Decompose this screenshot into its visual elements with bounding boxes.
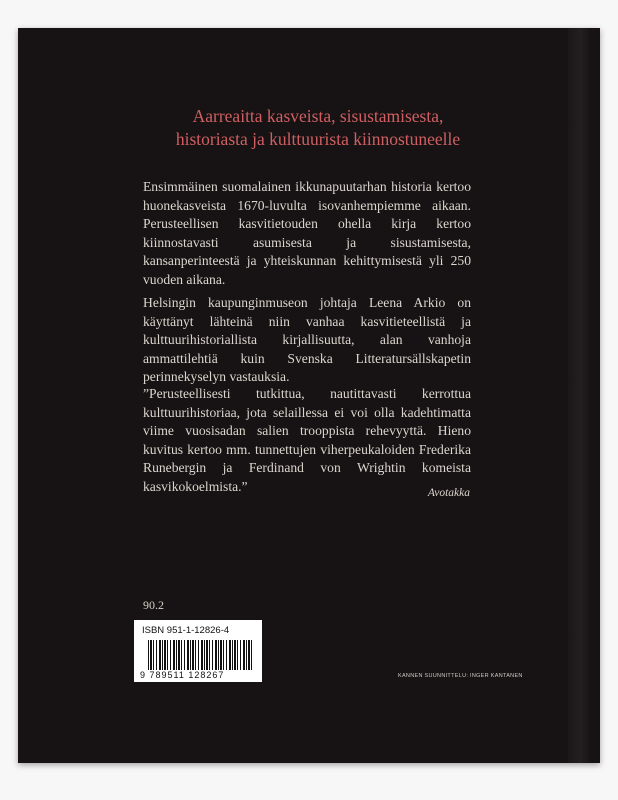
- blurb-paragraph-2: Helsingin kaupunginmuseon johtaja Leena Arkio on käyttänyt lähteinä niin vanhaa kasvitieteellistä ja kulttuurihistoriallista kirjallisuutta, alan vanhoja ammattilehtiä kuin Svenska Litteratursällskapetin perinnekyselyn vastauksia.: [143, 295, 471, 384]
- cover-design-credit: KANNEN SUUNNITTELU: INGER KANTANEN: [398, 673, 523, 679]
- isbn-text: ISBN 951-1-12826-4: [142, 625, 230, 636]
- headline-line-1: Aarreaitta kasveista, sisustamisesta,: [192, 106, 444, 126]
- headline-line-2: historiasta ja kulttuurista kiinnostuneelle: [175, 129, 461, 149]
- review-quote: ”Perusteellisesti tutkittua, nautittavasti kerrottua kulttuurihistoriaa, jota selaillessa ei voi olla kadehtimatta viime vuosisadan salien trooppista rehevyyttä. Hieno kuvitus kertoo mm. tunnettujen viherpeukaloiden Frederika Runebergin ja Ferdinand von Wrightin komeista kasvikokoelmista.”: [143, 386, 471, 494]
- cover-headline: [118, 105, 518, 151]
- barcode-number: 9 789511 128267: [140, 670, 225, 680]
- book-spine: [568, 28, 590, 763]
- barcode-label: [134, 620, 262, 682]
- blurb-paragraph-1: Ensimmäinen suomalainen ikkunapuutarhan historia kertoo huonekasveista 1670-luvulta isovanhempiemme aikaan. Perusteellisen kasvitietouden ohella kirja kertoo kiinnostavasti asumisesta ja sisustamisesta, kansanperinteestä ja yhteiskunnan kehittymisestä yli 250 vuoden aikana.: [143, 179, 471, 287]
- price-code: 90.2: [143, 598, 164, 612]
- quote-attribution: Avotakka: [427, 487, 470, 499]
- barcode-icon: [148, 640, 254, 670]
